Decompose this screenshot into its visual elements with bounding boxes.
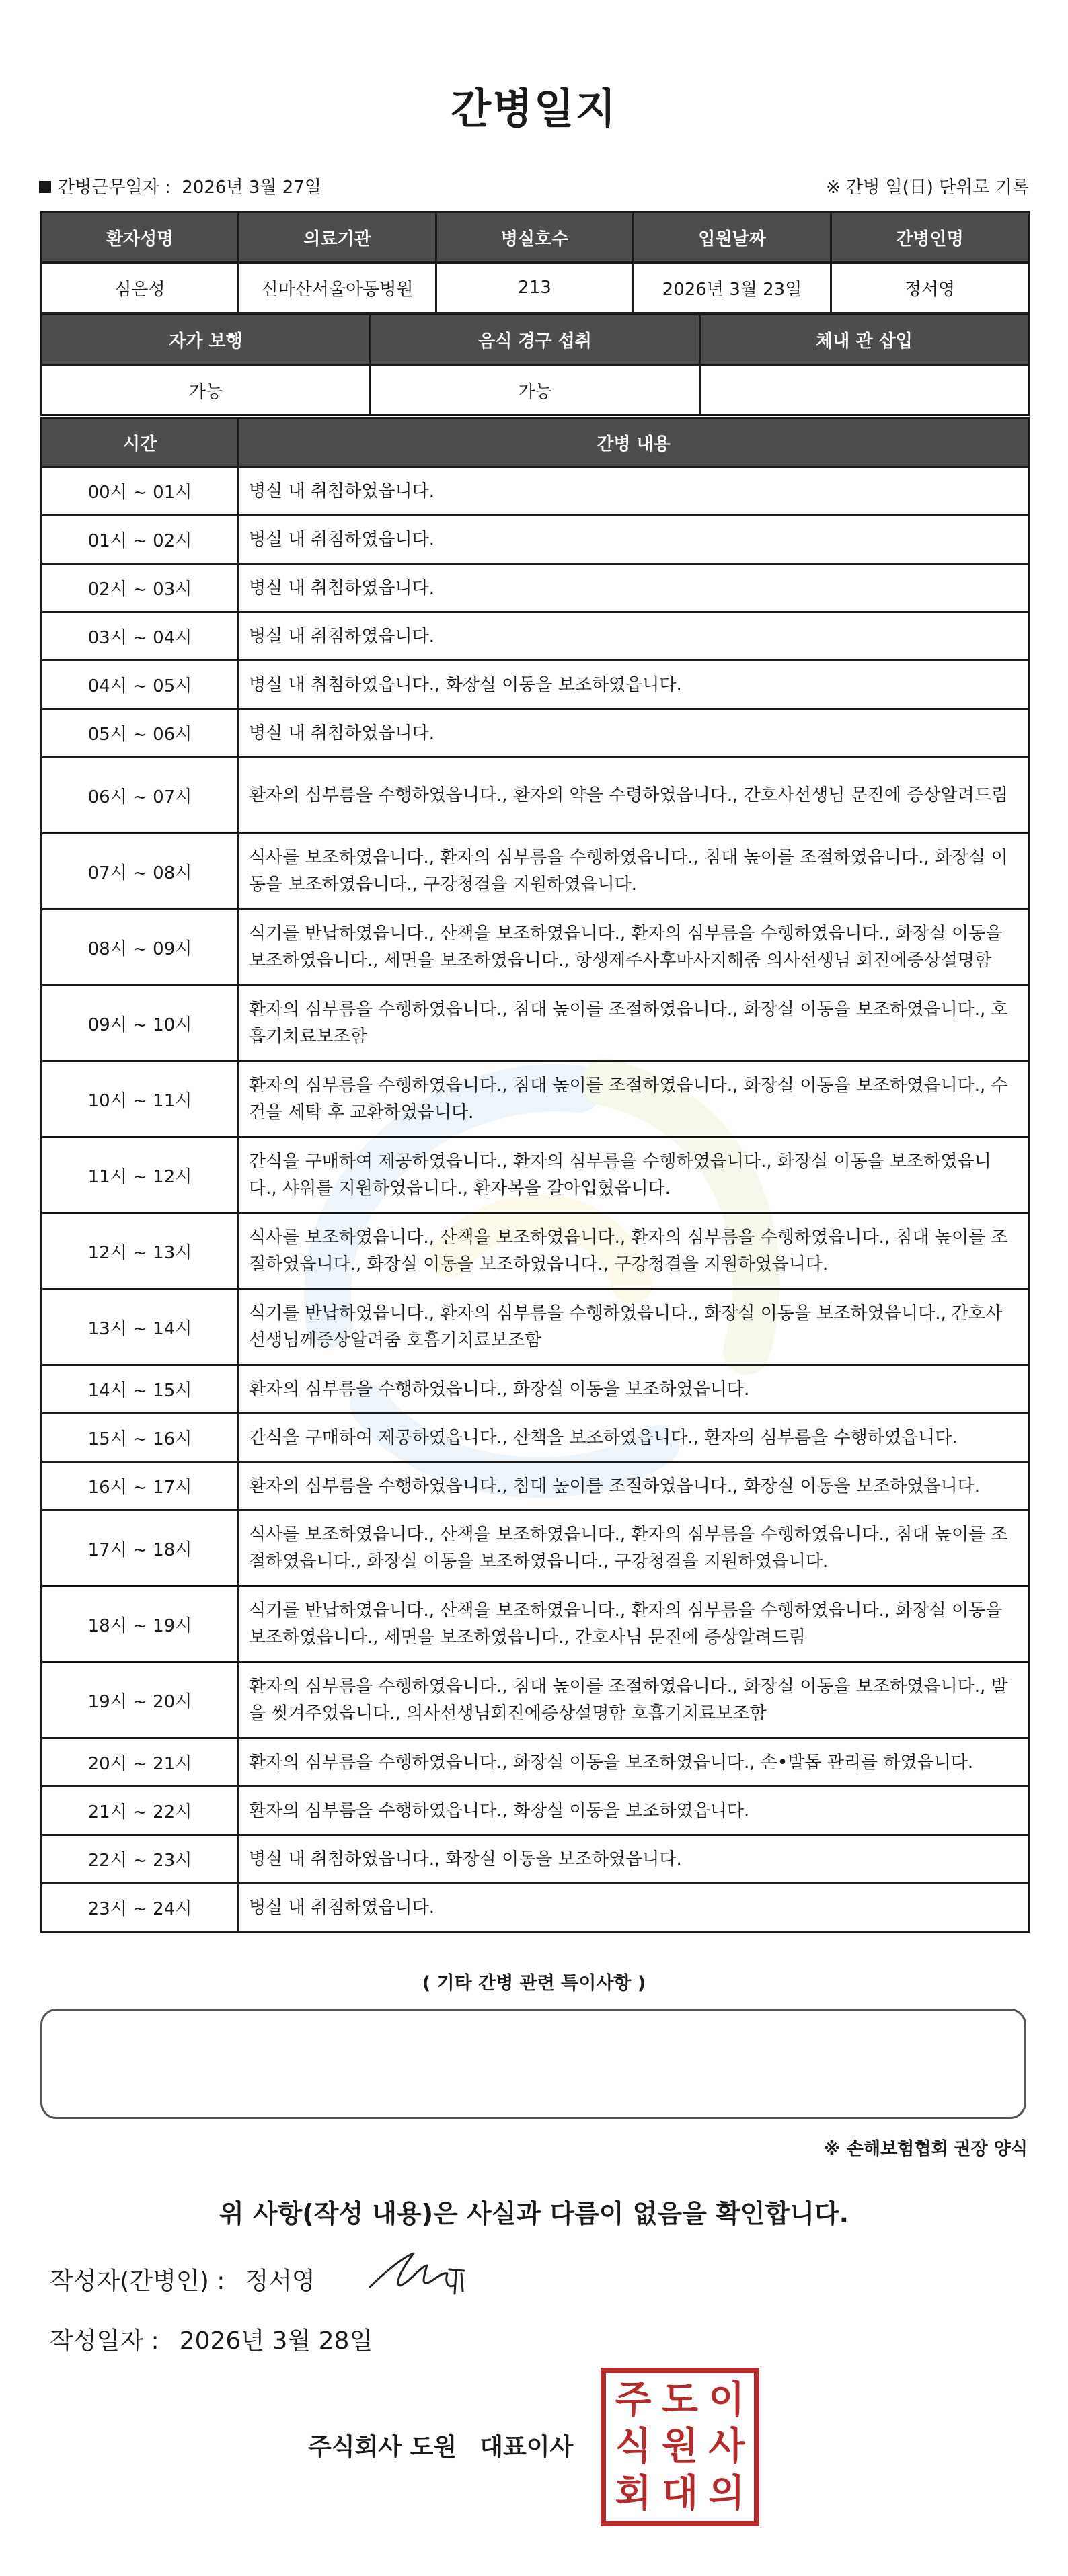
header-care-content: 간병 내용 (239, 418, 1029, 467)
time-slot: 16시 ~ 17시 (42, 1462, 239, 1511)
work-date-label: 간병근무일자 : (58, 177, 171, 198)
time-slot: 08시 ~ 09시 (42, 910, 239, 985)
care-content: 환자의 심부름을 수행하였읍니다., 화장실 이동을 보조하였읍니다. (239, 1787, 1029, 1835)
table-row (42, 1462, 1029, 1511)
table-row (42, 834, 1029, 910)
time-slot: 00시 ~ 01시 (42, 467, 239, 516)
care-content: 병실 내 취침하였읍니다. (239, 467, 1029, 516)
table-row (42, 1662, 1029, 1738)
table-row (42, 1414, 1029, 1462)
oral-intake-value: 가능 (371, 365, 700, 415)
table-row (42, 709, 1029, 758)
time-slot: 02시 ~ 03시 (42, 564, 239, 612)
company-seal-icon (601, 2368, 759, 2526)
care-content: 환자의 심부름을 수행하였읍니다., 침대 높이를 조절하였읍니다., 화장실 이동을 보조하였읍니다. (239, 1462, 1029, 1511)
table-row (42, 612, 1029, 661)
table-header-row (42, 418, 1029, 467)
notes-box (40, 2009, 1026, 2119)
table-row (42, 1061, 1029, 1137)
time-slot: 03시 ~ 04시 (42, 612, 239, 661)
header-self-walking: 자가 보행 (42, 315, 371, 365)
notes-text (42, 2011, 1024, 2035)
room-number: 213 (436, 263, 634, 313)
caregiver-name: 정서영 (831, 263, 1029, 313)
header-admission-date: 입원날짜 (634, 212, 831, 263)
header-hospital: 의료기관 (239, 212, 436, 263)
square-bullet-icon (39, 181, 51, 193)
care-content: 식기를 반납하였읍니다., 환자의 심부름을 수행하였읍니다., 화장실 이동을 보조하였읍니다., 간호사선생님께증상알려줌 호흡기치료보조함 (239, 1289, 1029, 1365)
table-row (42, 758, 1029, 834)
writer-name: 정서영 (245, 2267, 315, 2295)
care-content: 식사를 보조하였읍니다., 산책을 보조하였읍니다., 환자의 심부름을 수행하였읍니다., 침대 높이를 조절하였읍니다., 화장실 이동을 보조하였읍니다., 구강청결을 지원하였읍니다. (239, 1511, 1029, 1586)
confirmation-statement: 위 사항(작성 내용)은 사실과 다름이 없음을 확인합니다. (219, 2199, 849, 2228)
time-slot: 18시 ~ 19시 (42, 1586, 239, 1662)
care-content: 병실 내 취침하였읍니다. (239, 709, 1029, 758)
admission-date: 2026년 3월 23일 (634, 263, 831, 313)
time-slot: 05시 ~ 06시 (42, 709, 239, 758)
care-content: 병실 내 취침하였읍니다., 화장실 이동을 보조하였읍니다. (239, 1835, 1029, 1884)
meta-row (39, 173, 1029, 200)
care-content: 환자의 심부름을 수행하였읍니다., 침대 높이를 조절하였읍니다., 화장실 이동을 보조하였읍니다., 호흡기치료보조함 (239, 985, 1029, 1061)
time-slot: 09시 ~ 10시 (42, 985, 239, 1061)
patient-info-table (40, 211, 1030, 314)
table-row (42, 365, 1029, 415)
time-slot: 23시 ~ 24시 (42, 1884, 239, 1932)
table-row (42, 467, 1029, 516)
seal-character: 식 (615, 2424, 652, 2469)
company-name: 주식회사 도원 (308, 2433, 457, 2461)
care-content: 병실 내 취침하였읍니다. (239, 564, 1029, 612)
table-row (42, 661, 1029, 709)
care-log-body (42, 467, 1029, 1932)
table-row (42, 516, 1029, 564)
time-slot: 22시 ~ 23시 (42, 1835, 239, 1884)
table-header-row (42, 315, 1029, 365)
care-content: 환자의 심부름을 수행하였읍니다., 침대 높이를 조절하였읍니다., 화장실 이동을 보조하였읍니다., 수건을 세탁 후 교환하였읍니다. (239, 1061, 1029, 1137)
writer-label: 작성자(간병인) : (50, 2267, 225, 2295)
table-row (42, 1787, 1029, 1835)
table-row (42, 985, 1029, 1061)
table-row (42, 263, 1029, 313)
time-slot: 15시 ~ 16시 (42, 1414, 239, 1462)
time-slot: 12시 ~ 13시 (42, 1213, 239, 1289)
care-content: 식사를 보조하였읍니다., 환자의 심부름을 수행하였읍니다., 침대 높이를 조절하였읍니다., 화장실 이동을 보조하였읍니다., 구강청결을 지원하였읍니다. (239, 834, 1029, 910)
table-row (42, 1884, 1029, 1932)
table-row (42, 1213, 1029, 1289)
care-content: 병실 내 취침하였읍니다., 화장실 이동을 보조하였읍니다. (239, 661, 1029, 709)
time-slot: 20시 ~ 21시 (42, 1738, 239, 1787)
document-title: 간병일지 (451, 84, 617, 133)
care-content: 환자의 심부름을 수행하였읍니다., 침대 높이를 조절하였읍니다., 화장실 이동을 보조하였읍니다., 발을 씻겨주었읍니다., 의사선생님회진에증상설명함 호흡기치료보조함 (239, 1662, 1029, 1738)
table-row (42, 1365, 1029, 1414)
time-slot: 19시 ~ 20시 (42, 1662, 239, 1738)
care-content: 간식을 구매하여 제공하였읍니다., 산책을 보조하였읍니다., 환자의 심부름을 수행하였읍니다. (239, 1414, 1029, 1462)
company-line (308, 2428, 596, 2462)
table-row (42, 910, 1029, 985)
table-row (42, 1289, 1029, 1365)
care-content: 식사를 보조하였읍니다., 산책을 보조하였읍니다., 환자의 심부름을 수행하였읍니다., 침대 높이를 조절하였읍니다., 화장실 이동을 보조하였읍니다., 구강청결을 지원하였읍니다. (239, 1213, 1029, 1289)
time-slot: 11시 ~ 12시 (42, 1137, 239, 1213)
header-patient-name: 환자성명 (42, 212, 239, 263)
time-slot: 17시 ~ 18시 (42, 1511, 239, 1586)
care-content: 병실 내 취침하였읍니다. (239, 516, 1029, 564)
care-content: 식기를 반납하였읍니다., 산책을 보조하였읍니다., 환자의 심부름을 수행하였읍니다., 화장실 이동을 보조하였읍니다., 세면을 보조하였읍니다., 간호사님 문진에 증상알려드림 (239, 1586, 1029, 1662)
table-row (42, 1835, 1029, 1884)
seal-character: 의 (708, 2470, 745, 2515)
written-date-line (50, 2322, 373, 2356)
written-date-value: 2026년 3월 28일 (179, 2327, 373, 2355)
time-slot: 01시 ~ 02시 (42, 516, 239, 564)
work-date (39, 173, 321, 198)
header-room-number: 병실호수 (436, 212, 634, 263)
care-log-table (40, 417, 1030, 1933)
form-note: ※ 손해보험협회 권장 양식 (823, 2139, 1028, 2159)
seal-character: 이 (708, 2378, 745, 2422)
time-slot: 04시 ~ 05시 (42, 661, 239, 709)
seal-character: 대 (661, 2470, 699, 2515)
table-row (42, 1511, 1029, 1586)
header-caregiver-name: 간병인명 (831, 212, 1029, 263)
patient-name: 심은성 (42, 263, 239, 313)
seal-character: 주 (615, 2378, 652, 2422)
work-date-value: 2026년 3월 27일 (182, 177, 321, 198)
care-content: 병실 내 취침하였읍니다. (239, 1884, 1029, 1932)
table-row (42, 1137, 1029, 1213)
time-slot: 10시 ~ 11시 (42, 1061, 239, 1137)
table-row (42, 1586, 1029, 1662)
hospital-name: 신마산서울아동병원 (239, 263, 436, 313)
table-row (42, 564, 1029, 612)
seal-characters (610, 2377, 750, 2517)
care-content: 식기를 반납하였읍니다., 산책을 보조하였읍니다., 환자의 심부름을 수행하였읍니다., 화장실 이동을 보조하였읍니다., 세면을 보조하였읍니다., 항생제주사후마사지해줌 의사선생님 회진에증상설명함 (239, 910, 1029, 985)
table-row (42, 1738, 1029, 1787)
time-slot: 13시 ~ 14시 (42, 1289, 239, 1365)
seal-character: 회 (615, 2470, 652, 2515)
care-content: 병실 내 취침하였읍니다. (239, 612, 1029, 661)
written-date-label: 작성일자 : (50, 2327, 159, 2355)
header-time: 시간 (42, 418, 239, 467)
signature-icon (363, 2247, 471, 2300)
care-content: 환자의 심부름을 수행하였읍니다., 화장실 이동을 보조하였읍니다., 손•발톱 관리를 하였읍니다. (239, 1738, 1029, 1787)
time-slot: 21시 ~ 22시 (42, 1787, 239, 1835)
seal-character: 사 (708, 2424, 745, 2469)
writer-line (50, 2262, 315, 2296)
header-tube-insertion: 체내 관 삽입 (700, 315, 1029, 365)
notes-title: ( 기타 간병 관련 특이사항 ) (422, 1973, 646, 1994)
patient-ability-table (40, 313, 1030, 416)
care-content: 환자의 심부름을 수행하였읍니다., 환자의 약을 수령하였읍니다., 간호사선생님 문진에 증상알려드림 (239, 758, 1029, 834)
time-slot: 06시 ~ 07시 (42, 758, 239, 834)
unit-note: ※ 간병 일(日) 단위로 기록 (825, 177, 1029, 198)
tube-insertion-value (700, 365, 1029, 415)
care-content: 환자의 심부름을 수행하였읍니다., 화장실 이동을 보조하였읍니다. (239, 1365, 1029, 1414)
time-slot: 14시 ~ 15시 (42, 1365, 239, 1414)
time-slot: 07시 ~ 08시 (42, 834, 239, 910)
company-title: 대표이사 (480, 2433, 574, 2461)
self-walking-value: 가능 (42, 365, 371, 415)
care-content: 간식을 구매하여 제공하였읍니다., 환자의 심부름을 수행하였읍니다., 화장실 이동을 보조하였읍니다., 샤워를 지원하였읍니다., 환자복을 갈아입혔읍니다. (239, 1137, 1029, 1213)
header-oral-intake: 음식 경구 섭취 (371, 315, 700, 365)
table-header-row (42, 212, 1029, 263)
seal-character: 도 (661, 2378, 699, 2422)
seal-character: 원 (661, 2424, 699, 2469)
